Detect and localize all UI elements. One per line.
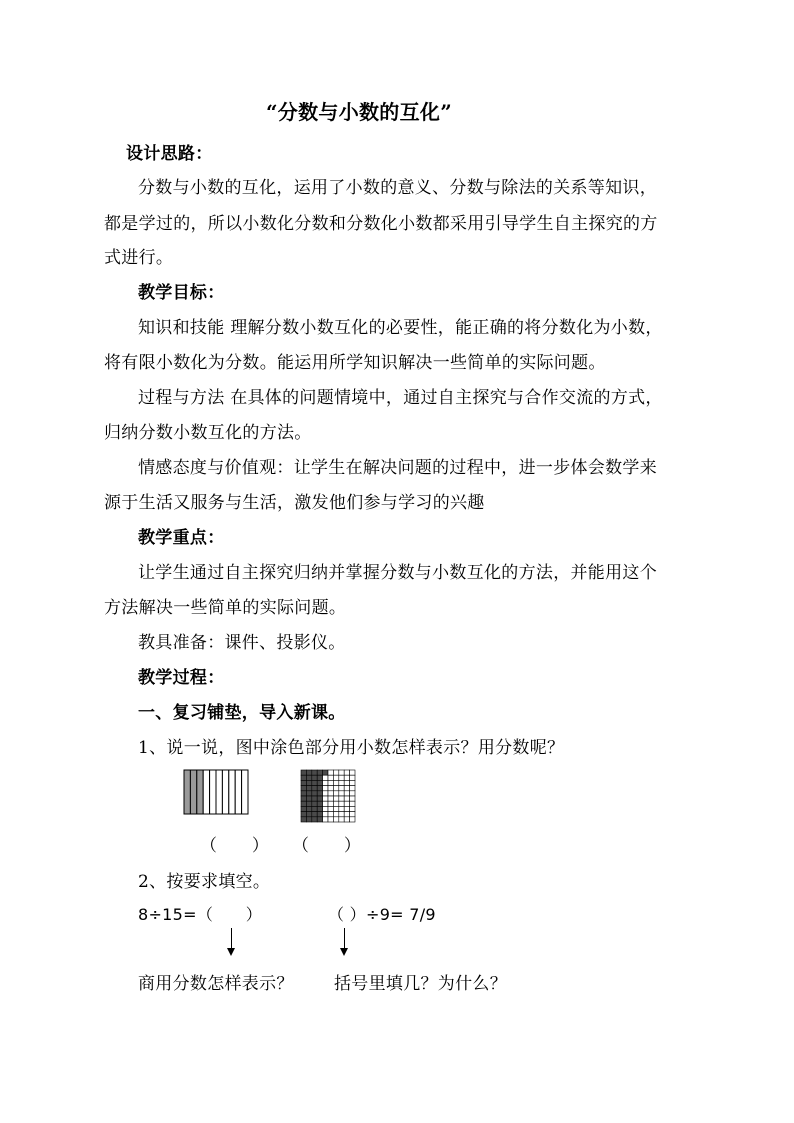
- empty-cell: [344, 796, 349, 801]
- empty-cell: [339, 791, 344, 796]
- empty-cell: [350, 817, 355, 822]
- shaded-cell: [312, 791, 317, 796]
- empty-cell: [333, 812, 338, 817]
- shaded-cell: [317, 806, 322, 811]
- shaded-cell: [306, 780, 311, 785]
- empty-cell: [344, 791, 349, 796]
- shaded-cell: [312, 780, 317, 785]
- empty-strip: [203, 770, 209, 814]
- shaded-cell: [317, 791, 322, 796]
- shaded-cell: [301, 780, 306, 785]
- shaded-cell: [301, 775, 306, 780]
- shaded-cell: [306, 775, 311, 780]
- empty-cell: [328, 770, 333, 775]
- equation-1: 8÷15=（ ）: [138, 905, 263, 924]
- ask-1: 商用分数怎样表示？: [138, 974, 294, 994]
- empty-cell: [328, 775, 333, 780]
- empty-cell: [344, 806, 349, 811]
- design-line-3: 式进行。: [104, 248, 174, 268]
- empty-cell: [350, 796, 355, 801]
- empty-cell: [323, 796, 328, 801]
- shaded-cell: [317, 786, 322, 791]
- shaded-cell: [323, 770, 328, 775]
- empty-cell: [339, 812, 344, 817]
- empty-strip: [216, 770, 222, 814]
- shaded-cell: [306, 812, 311, 817]
- design-line-2: 都是学过的，所以小数化分数和分数化小数都采用引导学生自主探究的方: [104, 214, 658, 234]
- shaded-strip: [190, 770, 196, 814]
- shaded-cell: [301, 817, 306, 822]
- empty-cell: [350, 812, 355, 817]
- key-line-2: 方法解决一些简单的实际问题。: [104, 598, 347, 618]
- shaded-cell: [317, 780, 322, 785]
- goals-line-2: 将有限小数化为分数。能运用所学知识解决一些简单的实际问题。: [104, 353, 606, 373]
- question-1: 1、说一说，图中涂色部分用小数怎样表示？用分数呢？: [138, 738, 565, 758]
- shaded-cell: [306, 817, 311, 822]
- empty-cell: [323, 775, 328, 780]
- shaded-cell: [312, 801, 317, 806]
- empty-cell: [344, 817, 349, 822]
- empty-cell: [333, 791, 338, 796]
- shaded-cell: [317, 801, 322, 806]
- arrow-1-head: [227, 948, 235, 956]
- answer-blank-2: （ ）: [292, 836, 362, 856]
- empty-strip: [210, 770, 216, 814]
- key-line-1: 让学生通过自主探究归纳并掌握分数与小数互化的方法，并能用这个: [138, 563, 657, 583]
- empty-cell: [323, 786, 328, 791]
- empty-cell: [344, 775, 349, 780]
- empty-cell: [333, 786, 338, 791]
- shaded-cell: [306, 806, 311, 811]
- design-line-1: 分数与小数的互化，运用了小数的意义、分数与除法的关系等知识，: [138, 178, 657, 198]
- empty-cell: [328, 786, 333, 791]
- arrow-2-head: [340, 948, 348, 956]
- shaded-cell: [301, 801, 306, 806]
- empty-cell: [339, 801, 344, 806]
- empty-cell: [328, 780, 333, 785]
- shaded-strip: [184, 770, 190, 814]
- shaded-cell: [306, 796, 311, 801]
- shaded-cell: [312, 770, 317, 775]
- shaded-cell: [317, 796, 322, 801]
- section-1-heading: 一、复习铺垫，导入新课。: [138, 703, 346, 723]
- empty-cell: [333, 796, 338, 801]
- empty-cell: [333, 817, 338, 822]
- empty-cell: [344, 812, 349, 817]
- empty-cell: [339, 770, 344, 775]
- empty-cell: [328, 791, 333, 796]
- empty-cell: [328, 812, 333, 817]
- tools-line: 教具准备：课件、投影仪。: [138, 633, 346, 653]
- key-heading: 教学重点：: [138, 528, 225, 548]
- empty-cell: [333, 801, 338, 806]
- page-title: “分数与小数的互化”: [266, 100, 453, 124]
- arrow-2-shaft: [344, 928, 345, 950]
- goals-line-5: 情感态度与价值观：让学生在解决问题的过程中，进一步体会数学来: [138, 458, 657, 478]
- shaded-cell: [301, 786, 306, 791]
- empty-cell: [350, 801, 355, 806]
- empty-cell: [350, 791, 355, 796]
- empty-cell: [339, 775, 344, 780]
- empty-cell: [328, 817, 333, 822]
- empty-cell: [333, 780, 338, 785]
- goals-line-1: 知识和技能 理解分数小数互化的必要性，能正确的将分数化为小数，: [138, 318, 663, 338]
- equation-2: （ ）÷9= 7/9: [328, 905, 436, 924]
- shaded-cell: [301, 770, 306, 775]
- empty-cell: [339, 806, 344, 811]
- shaded-strip: [197, 770, 203, 814]
- shaded-cell: [301, 812, 306, 817]
- design-heading: 设计思路：: [126, 144, 213, 164]
- empty-cell: [344, 786, 349, 791]
- empty-cell: [323, 812, 328, 817]
- empty-cell: [323, 801, 328, 806]
- shaded-cell: [312, 817, 317, 822]
- empty-cell: [328, 796, 333, 801]
- empty-strip: [235, 770, 241, 814]
- shaded-cell: [317, 770, 322, 775]
- empty-strip: [242, 770, 248, 814]
- empty-cell: [328, 806, 333, 811]
- empty-cell: [339, 817, 344, 822]
- shaded-cell: [312, 786, 317, 791]
- shaded-cell: [312, 775, 317, 780]
- answer-blank-1: （ ）: [200, 836, 270, 856]
- empty-cell: [323, 780, 328, 785]
- empty-strip: [222, 770, 228, 814]
- empty-cell: [350, 770, 355, 775]
- goals-line-3: 过程与方法 在具体的问题情境中，通过自主探究与合作交流的方式，: [138, 388, 663, 408]
- shaded-cell: [312, 812, 317, 817]
- ask-2: 括号里填几？为什么？: [334, 974, 507, 994]
- shaded-cell: [312, 806, 317, 811]
- empty-cell: [323, 791, 328, 796]
- empty-cell: [323, 806, 328, 811]
- shaded-cell: [301, 806, 306, 811]
- shaded-cell: [306, 770, 311, 775]
- shaded-cell: [306, 791, 311, 796]
- empty-cell: [344, 770, 349, 775]
- shaded-cell: [317, 817, 322, 822]
- empty-cell: [350, 780, 355, 785]
- hundredths-figure: [300, 769, 356, 823]
- empty-cell: [350, 806, 355, 811]
- empty-cell: [350, 775, 355, 780]
- shaded-cell: [306, 786, 311, 791]
- goals-heading: 教学目标：: [138, 283, 225, 303]
- empty-cell: [344, 780, 349, 785]
- process-heading: 教学过程：: [138, 668, 225, 688]
- shaded-cell: [306, 801, 311, 806]
- empty-cell: [339, 780, 344, 785]
- shaded-cell: [301, 796, 306, 801]
- goals-line-4: 归纳分数小数互化的方法。: [104, 423, 312, 443]
- empty-cell: [328, 801, 333, 806]
- empty-cell: [333, 770, 338, 775]
- empty-cell: [333, 806, 338, 811]
- shaded-cell: [317, 812, 322, 817]
- empty-cell: [344, 801, 349, 806]
- empty-cell: [350, 786, 355, 791]
- empty-cell: [333, 775, 338, 780]
- empty-cell: [339, 786, 344, 791]
- empty-cell: [323, 817, 328, 822]
- shaded-cell: [312, 796, 317, 801]
- question-2: 2、按要求填空。: [138, 872, 271, 892]
- arrow-1-shaft: [231, 928, 232, 950]
- tenths-figure: [183, 769, 249, 815]
- shaded-cell: [317, 775, 322, 780]
- empty-strip: [229, 770, 235, 814]
- shaded-cell: [301, 791, 306, 796]
- empty-cell: [339, 796, 344, 801]
- goals-line-6: 源于生活又服务与生活，激发他们参与学习的兴趣: [104, 493, 485, 513]
